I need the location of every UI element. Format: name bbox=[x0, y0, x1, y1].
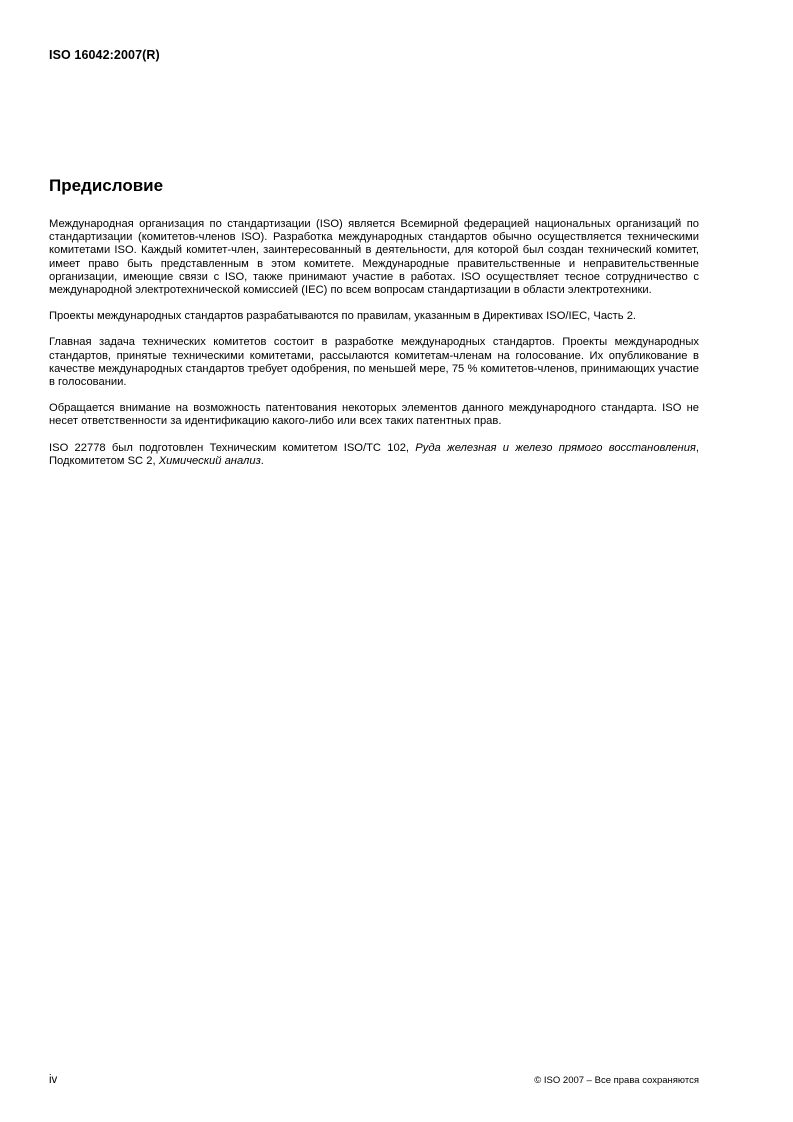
paragraph-5 bbox=[49, 442, 699, 468]
paragraph-3: Главная задача технических комитетов состоит в разработке международных стандартов. Проекты международных стандартов, принятые техническими комитетами, рассылаются комитетам-членам на голосование. Их опубликование в качестве международных стандартов требует одобрения, по меньшей мере, 75 % комитетов-членов, принимающих участие в голосовании. bbox=[49, 336, 699, 389]
page-number: iv bbox=[49, 1074, 58, 1086]
section-title: Предисловие bbox=[49, 176, 164, 195]
paragraph-5-text-2: , Подкомитетом SC 2, bbox=[49, 441, 699, 467]
paragraph-4: Обращается внимание на возможность патентования некоторых элементов данного международного стандарта. ISO не несет ответственности за идентификацию какого-либо или всех таких патентных прав. bbox=[49, 402, 699, 428]
subcommittee-title: Химический анализ bbox=[158, 454, 261, 467]
foreword-body bbox=[49, 218, 699, 468]
committee-title: Руда железная и железо прямого восстановления bbox=[415, 441, 696, 454]
paragraph-1: Международная организация по стандартизации (ISO) является Всемирной федерацией национальных организаций по стандартизации (комитетов-членов ISO). Разработка международных стандартов обычно осуществляется техническими комитетами ISO. Каждый комитет-член, заинтересованный в деятельности, для которой был создан технический комитет, имеет право быть представленным в этом комитете. Международные правительственные и неправительственные организации, имеющие связи с ISO, также принимают участие в работах. ISO осуществляет тесное сотрудничество с международной электротехнической комиссией (IEC) по всем вопросам стандартизации в области электротехники. bbox=[49, 218, 699, 297]
copyright-notice: © ISO 2007 – Все права сохраняются bbox=[534, 1075, 699, 1086]
document-code: ISO 16042:2007(R) bbox=[49, 48, 160, 62]
paragraph-2: Проекты международных стандартов разрабатываются по правилам, указанным в Директивах ISO/IEC, Часть 2. bbox=[49, 310, 637, 323]
paragraph-5-text-1: ISO 22778 был подготовлен Техническим комитетом ISO/TC 102, bbox=[49, 441, 416, 454]
paragraph-5-text-3: . bbox=[260, 454, 264, 467]
